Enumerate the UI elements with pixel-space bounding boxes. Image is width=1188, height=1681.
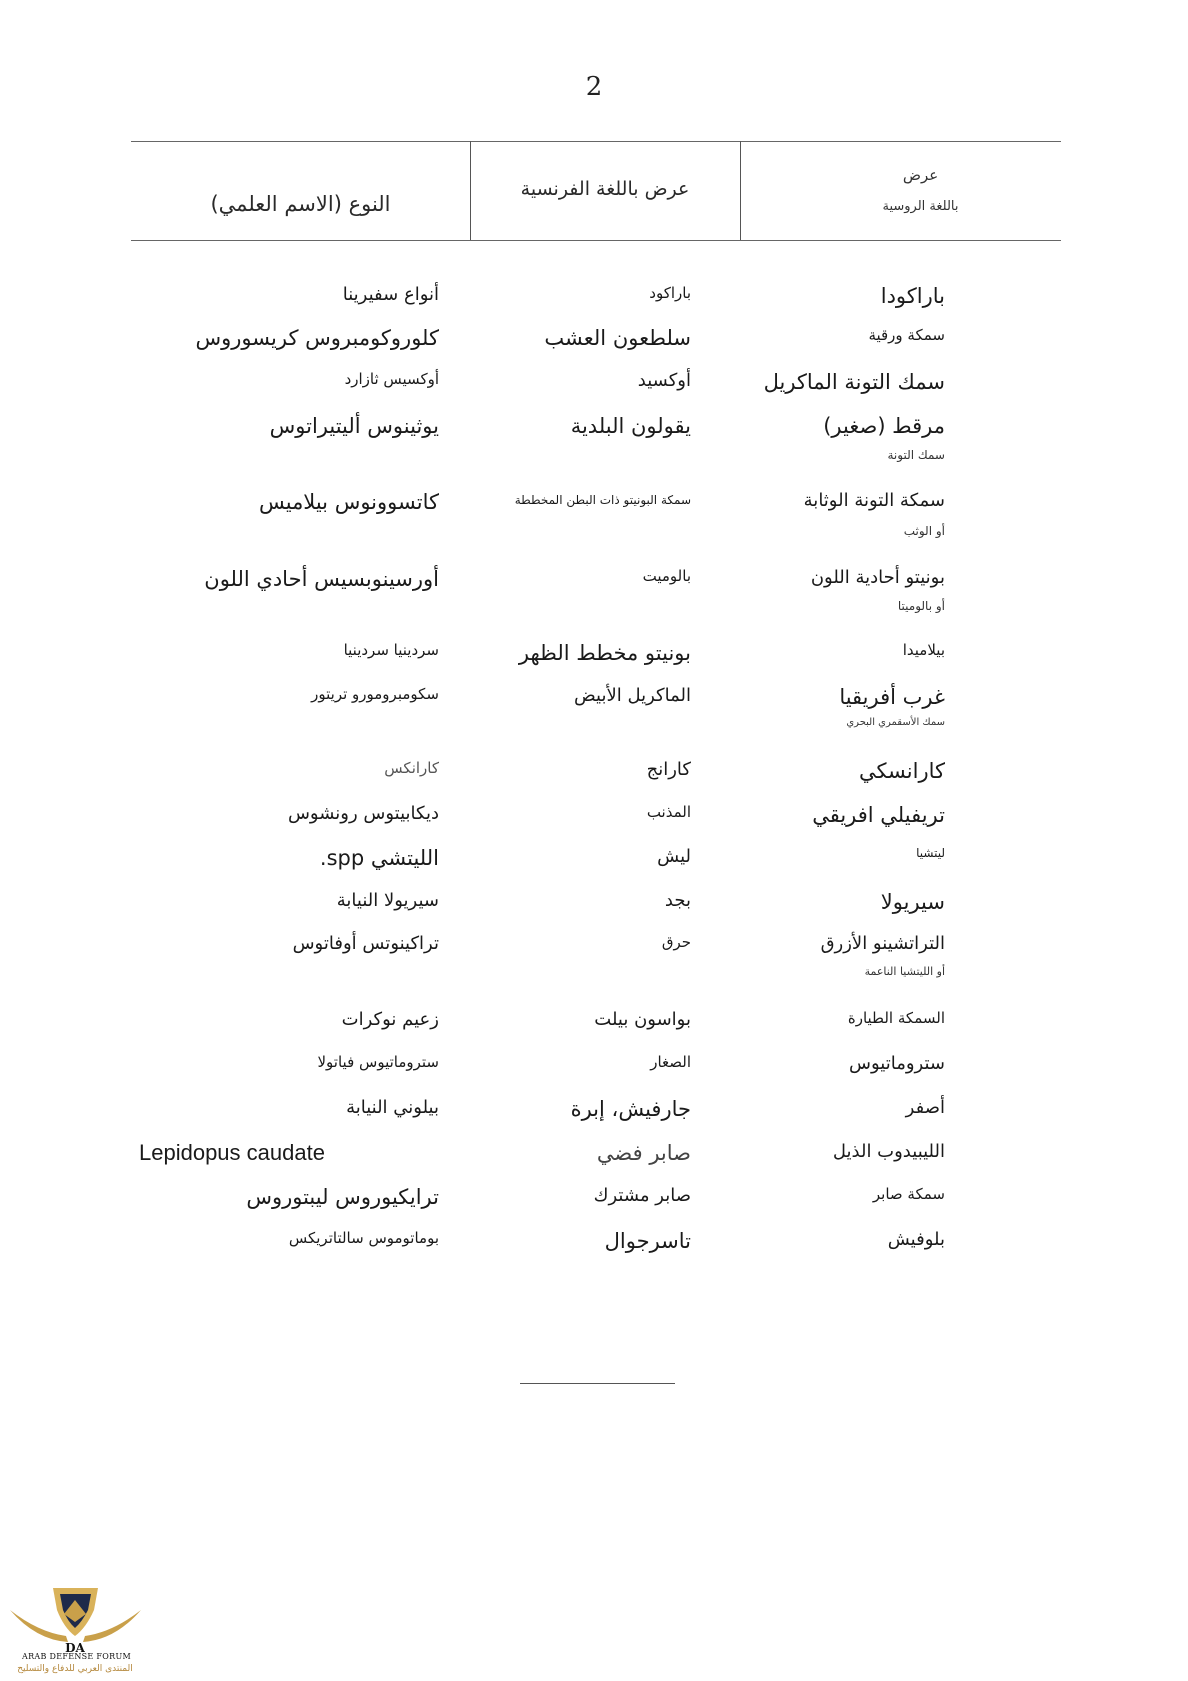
french-name: بونيتو مخطط الظهر [518, 641, 691, 665]
russian-name: بونيتو أحادية اللون [810, 567, 945, 588]
table-header-rule [131, 240, 1061, 241]
french-name: بواسون بيلت [594, 1009, 691, 1030]
russian-name: مرقط (صغير) [823, 414, 945, 438]
table-row [131, 639, 1061, 683]
russian-name: غرب أفريقيا [839, 685, 945, 709]
russian-name: سيريولا [880, 890, 945, 914]
russian-name: سمك التونة الماكريل [763, 370, 945, 394]
french-name: ليش [657, 846, 691, 867]
scientific-name: Lepidopus caudate [139, 1140, 325, 1165]
french-name: أوكسيد [637, 370, 691, 391]
header-scientific-label: النوع (الاسم العلمي) [210, 191, 391, 216]
french-name: يقولون البلدية [570, 414, 691, 438]
french-name: صابر فضي [596, 1141, 691, 1165]
scientific-name: يوثينوس أليتيراتوس [269, 414, 439, 438]
table-row [131, 1095, 1061, 1139]
logo-english-name: ARAB DEFENSE FORUM [22, 1652, 131, 1661]
logo-arabic-name: المنتدى العربي للدفاع والتسليح [17, 1664, 133, 1674]
russian-name: بيلاميدا [902, 641, 945, 659]
scientific-name: زعيم نوكرات [341, 1009, 439, 1030]
scientific-name: تراكينوتس أوفاتوس [292, 933, 439, 954]
header-russian-bottom: باللغة الروسية [882, 198, 959, 214]
table-row [131, 1227, 1061, 1271]
french-name: الصغار [650, 1053, 691, 1071]
scientific-name: ستروماتيوس فياتولا [317, 1053, 439, 1071]
russian-name: أصفر [905, 1097, 945, 1118]
french-name: بالوميت [642, 567, 691, 585]
french-name: صابر مشترك [593, 1185, 691, 1206]
table-row [131, 1007, 1061, 1051]
russian-name: التراتشينو الأزرق [820, 933, 945, 954]
scientific-name: سردينيا سردينيا [343, 641, 439, 659]
russian-name: باراكودا [880, 284, 945, 308]
footnote-separator [520, 1383, 675, 1384]
french-name: سمكة البونيتو ذات البطن المخططة [514, 493, 691, 507]
header-french-label: عرض باللغة الفرنسية [520, 177, 690, 200]
table-row [131, 488, 1061, 538]
french-name: المذنب [646, 803, 691, 821]
russian-name-note: أو بالوميتا [897, 599, 945, 613]
table-row [131, 1051, 1061, 1095]
scientific-name: كلوروكومبروس كريسوروس [195, 326, 439, 350]
russian-name: ستروماتيوس [849, 1053, 945, 1074]
scientific-name: ديكابيتوس رونشوس [287, 803, 439, 824]
table-row [131, 282, 1061, 326]
table-row [131, 931, 1061, 978]
table-row [131, 757, 1061, 801]
table-row [131, 1183, 1061, 1227]
french-name: الماكريل الأبيض [574, 685, 691, 706]
table-row [131, 324, 1061, 368]
russian-name-note: أو الوثب [903, 524, 945, 538]
scientific-name: أوكسيس ثازارد [344, 370, 439, 388]
table-row [131, 801, 1061, 845]
table-row [131, 1139, 1061, 1183]
russian-name: سمكة التونة الوثابة [803, 490, 945, 511]
scientific-name: كارانكس [384, 759, 439, 777]
russian-name: تريفيلي افريقي [812, 803, 945, 827]
russian-name: كارانسكي [858, 759, 945, 783]
scientific-name: الليتشي spp. [319, 846, 439, 870]
scientific-name: بيلوني النيابة [346, 1097, 439, 1118]
scientific-name: أورسينوبسيس أحادي اللون [204, 567, 439, 591]
scientific-name: بوماتوموس سالتاتريكس [288, 1229, 439, 1247]
russian-name: سمكة صابر [872, 1185, 945, 1203]
french-name: تاسرجوال [604, 1229, 691, 1253]
table-row [131, 888, 1061, 932]
header-russian [740, 141, 1061, 240]
russian-name: بلوفيش [887, 1229, 945, 1250]
russian-name-note: سمك التونة [887, 448, 945, 462]
table-row [131, 412, 1061, 462]
header-russian-top: عرض [902, 165, 939, 184]
french-name: بجد [664, 890, 691, 911]
french-name: سلطعون العشب [544, 326, 691, 350]
scientific-name: ترايكيوروس ليبتوروس [246, 1185, 439, 1209]
russian-name: ليتشيا [916, 846, 945, 860]
table-row [131, 565, 1061, 613]
french-name: باراكود [649, 284, 691, 302]
page-number: 2 [585, 72, 603, 102]
russian-name: سمكة ورقية [868, 326, 945, 344]
table-row [131, 683, 1061, 727]
logo-initials: DA [65, 1641, 85, 1655]
french-name: حرق [661, 933, 691, 951]
french-name: جارفيش، إبرة [570, 1097, 691, 1121]
header-french [470, 141, 740, 240]
scientific-name: سيريولا النيابة [336, 890, 439, 911]
russian-name-note: سمك الأسقمري البحري [846, 717, 945, 728]
scientific-name: أنواع سفيرينا [342, 284, 439, 305]
header-scientific-name [131, 141, 470, 240]
table-row [131, 844, 1061, 888]
russian-name: الليبيدوب الذيل [832, 1141, 945, 1162]
scientific-name: سكومبرومورو تريتور [311, 685, 439, 703]
table-row [131, 368, 1061, 412]
french-name: كارانج [646, 759, 691, 780]
russian-name-note: أو الليتشيا الناعمة [864, 965, 945, 978]
scientific-name: كاتسوونوس بيلاميس [258, 490, 439, 514]
russian-name: السمكة الطيارة [847, 1009, 945, 1027]
